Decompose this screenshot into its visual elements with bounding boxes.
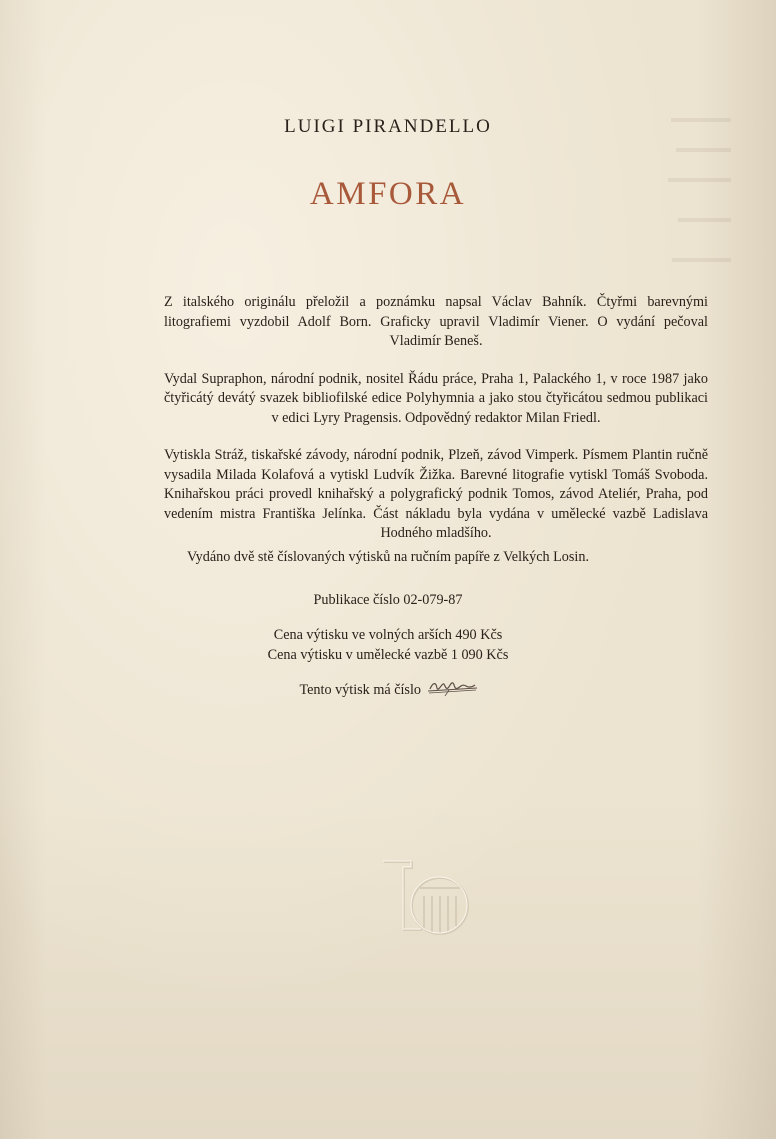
translation-credits: Z italského originálu přeložil a poznámku napsal Václav Bahník. Čtyřmi barevnými litografiemi vyzdobil Adolf Born. Graficky upravil Vladimír Viener. O vydání pečoval Vladimír Beneš. <box>164 294 708 349</box>
printing-info: Vytiskla Stráž, tiskařské závody, národní podnik, Plzeň, závod Vimperk. Písmem Plantin ručně vysadila Milada Kolafová a vytiskl Ludvík Žižka. Barevné litografie vytiskl Tomáš Svoboda. Knihařskou práci provedl knihařský a polygrafický podnik Tomos, závod Ateliér, Praha, pod vedením mistra Františka Jelínka. Část nákladu byla vydána v umělecké vazbě Ladislava Hodného mladšího. <box>164 447 708 541</box>
publisher-info: Vydal Supraphon, národní podnik, nositel Řádu práce, Praha 1, Palackého 1, v roce 1987 jako čtyřicátý devátý svazek bibliofilské edice Polyhymnia a jako stou čtyřicátou sedmou publikaci v edici Lyry Pragensis. Odpovědný redaktor Milan Friedl. <box>164 370 708 426</box>
price-loose-sheets: Cena výtisku ve volných arších 490 Kčs <box>273 627 503 643</box>
copy-number-line <box>0 680 776 699</box>
blind-embossed-emblem <box>382 858 478 942</box>
book-title: AMFORA <box>309 176 467 212</box>
copy-number-label: Tento výtisk má číslo <box>299 682 421 698</box>
price-list <box>0 626 776 665</box>
publication-number: Publikace číslo 02-079-87 <box>313 592 463 608</box>
edition-note: Vydáno dvě stě číslovaných výtisků na ručním papíře z Velkých Losin. <box>186 549 590 565</box>
author-name: LUIGI PIRANDELLO <box>284 116 492 137</box>
price-art-binding: Cena výtisku v umělecké vazbě 1 090 Kčs <box>267 646 509 663</box>
handwritten-copy-number <box>425 680 477 696</box>
colophon <box>164 293 708 562</box>
